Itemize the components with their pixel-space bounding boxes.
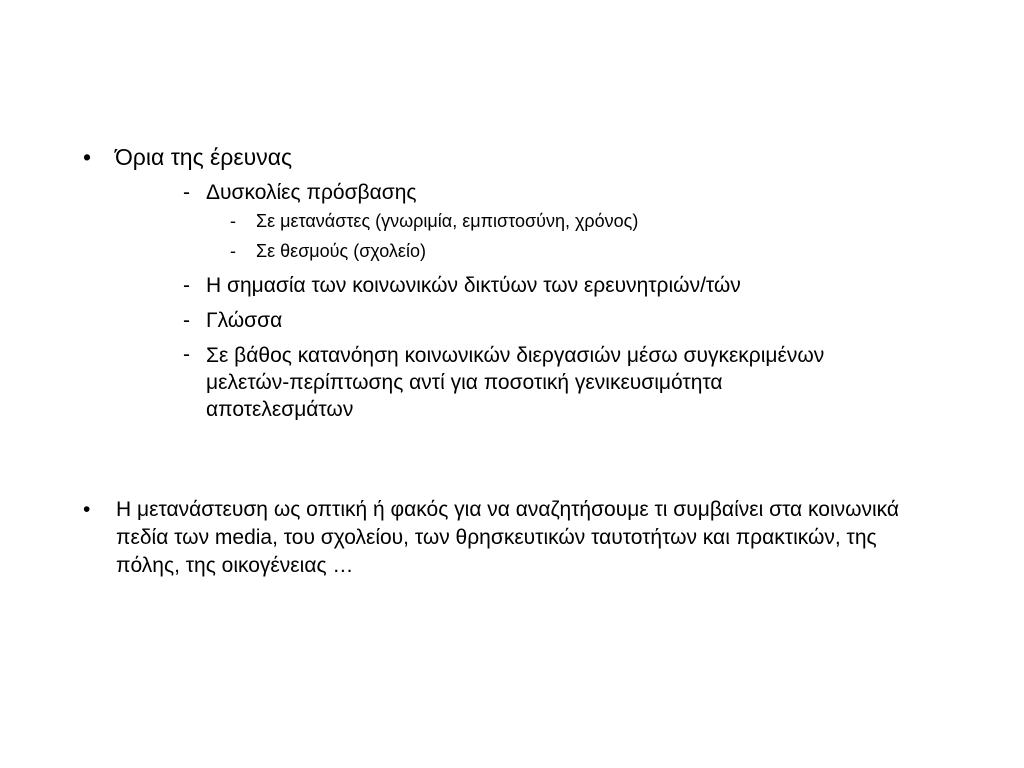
bullet-marker: • [83, 144, 92, 170]
sub-sub-item-text: Σε θεσμούς (σχολείο) [256, 241, 426, 261]
sub-item-text: Η σημασία των κοινωνικών δικτύων των ερευνητριών/τών [206, 274, 741, 297]
bullet-item [83, 496, 926, 580]
sub-item [183, 273, 846, 299]
dash-marker: - [230, 241, 236, 261]
bullet-marker: • [83, 498, 91, 521]
dash-marker: - [183, 274, 190, 297]
sub-item [183, 180, 846, 206]
dash-marker: - [183, 343, 190, 366]
dash-marker: - [230, 211, 236, 231]
sub-item-text: Δυσκολίες πρόσβασης [206, 181, 417, 204]
bullet-text: Η μετανάστευση ως οπτική ή φακός για να αναζητήσουμε τι συμβαίνει στα κοινωνικά πεδία των media, του σχολείου, των θρησκευτικών ταυτοτήτων και πρακτικών, της πόλης, της οικογένειας … [116, 498, 900, 577]
sub-item-text: Σε βάθος κατανόηση κοινωνικών διεργασιών μέσω συγκεκριμένων μελετών-περίπτωσης αντί για ποσοτική γενικευσιμότητα αποτελεσμάτων [206, 344, 825, 421]
bullet-text: Όρια της έρευνας [115, 144, 293, 170]
sub-sub-item-text: Σε μετανάστες (γνωριμία, εμπιστοσύνη, χρόνος) [256, 211, 639, 231]
dash-marker: - [183, 181, 190, 204]
sub-item [183, 308, 846, 334]
sub-item-text: Γλώσσα [206, 309, 283, 332]
bullet-item [83, 143, 515, 171]
sub-sub-item [230, 210, 816, 232]
sub-sub-item [230, 240, 816, 262]
sub-item [183, 342, 846, 423]
dash-marker: - [183, 309, 190, 332]
